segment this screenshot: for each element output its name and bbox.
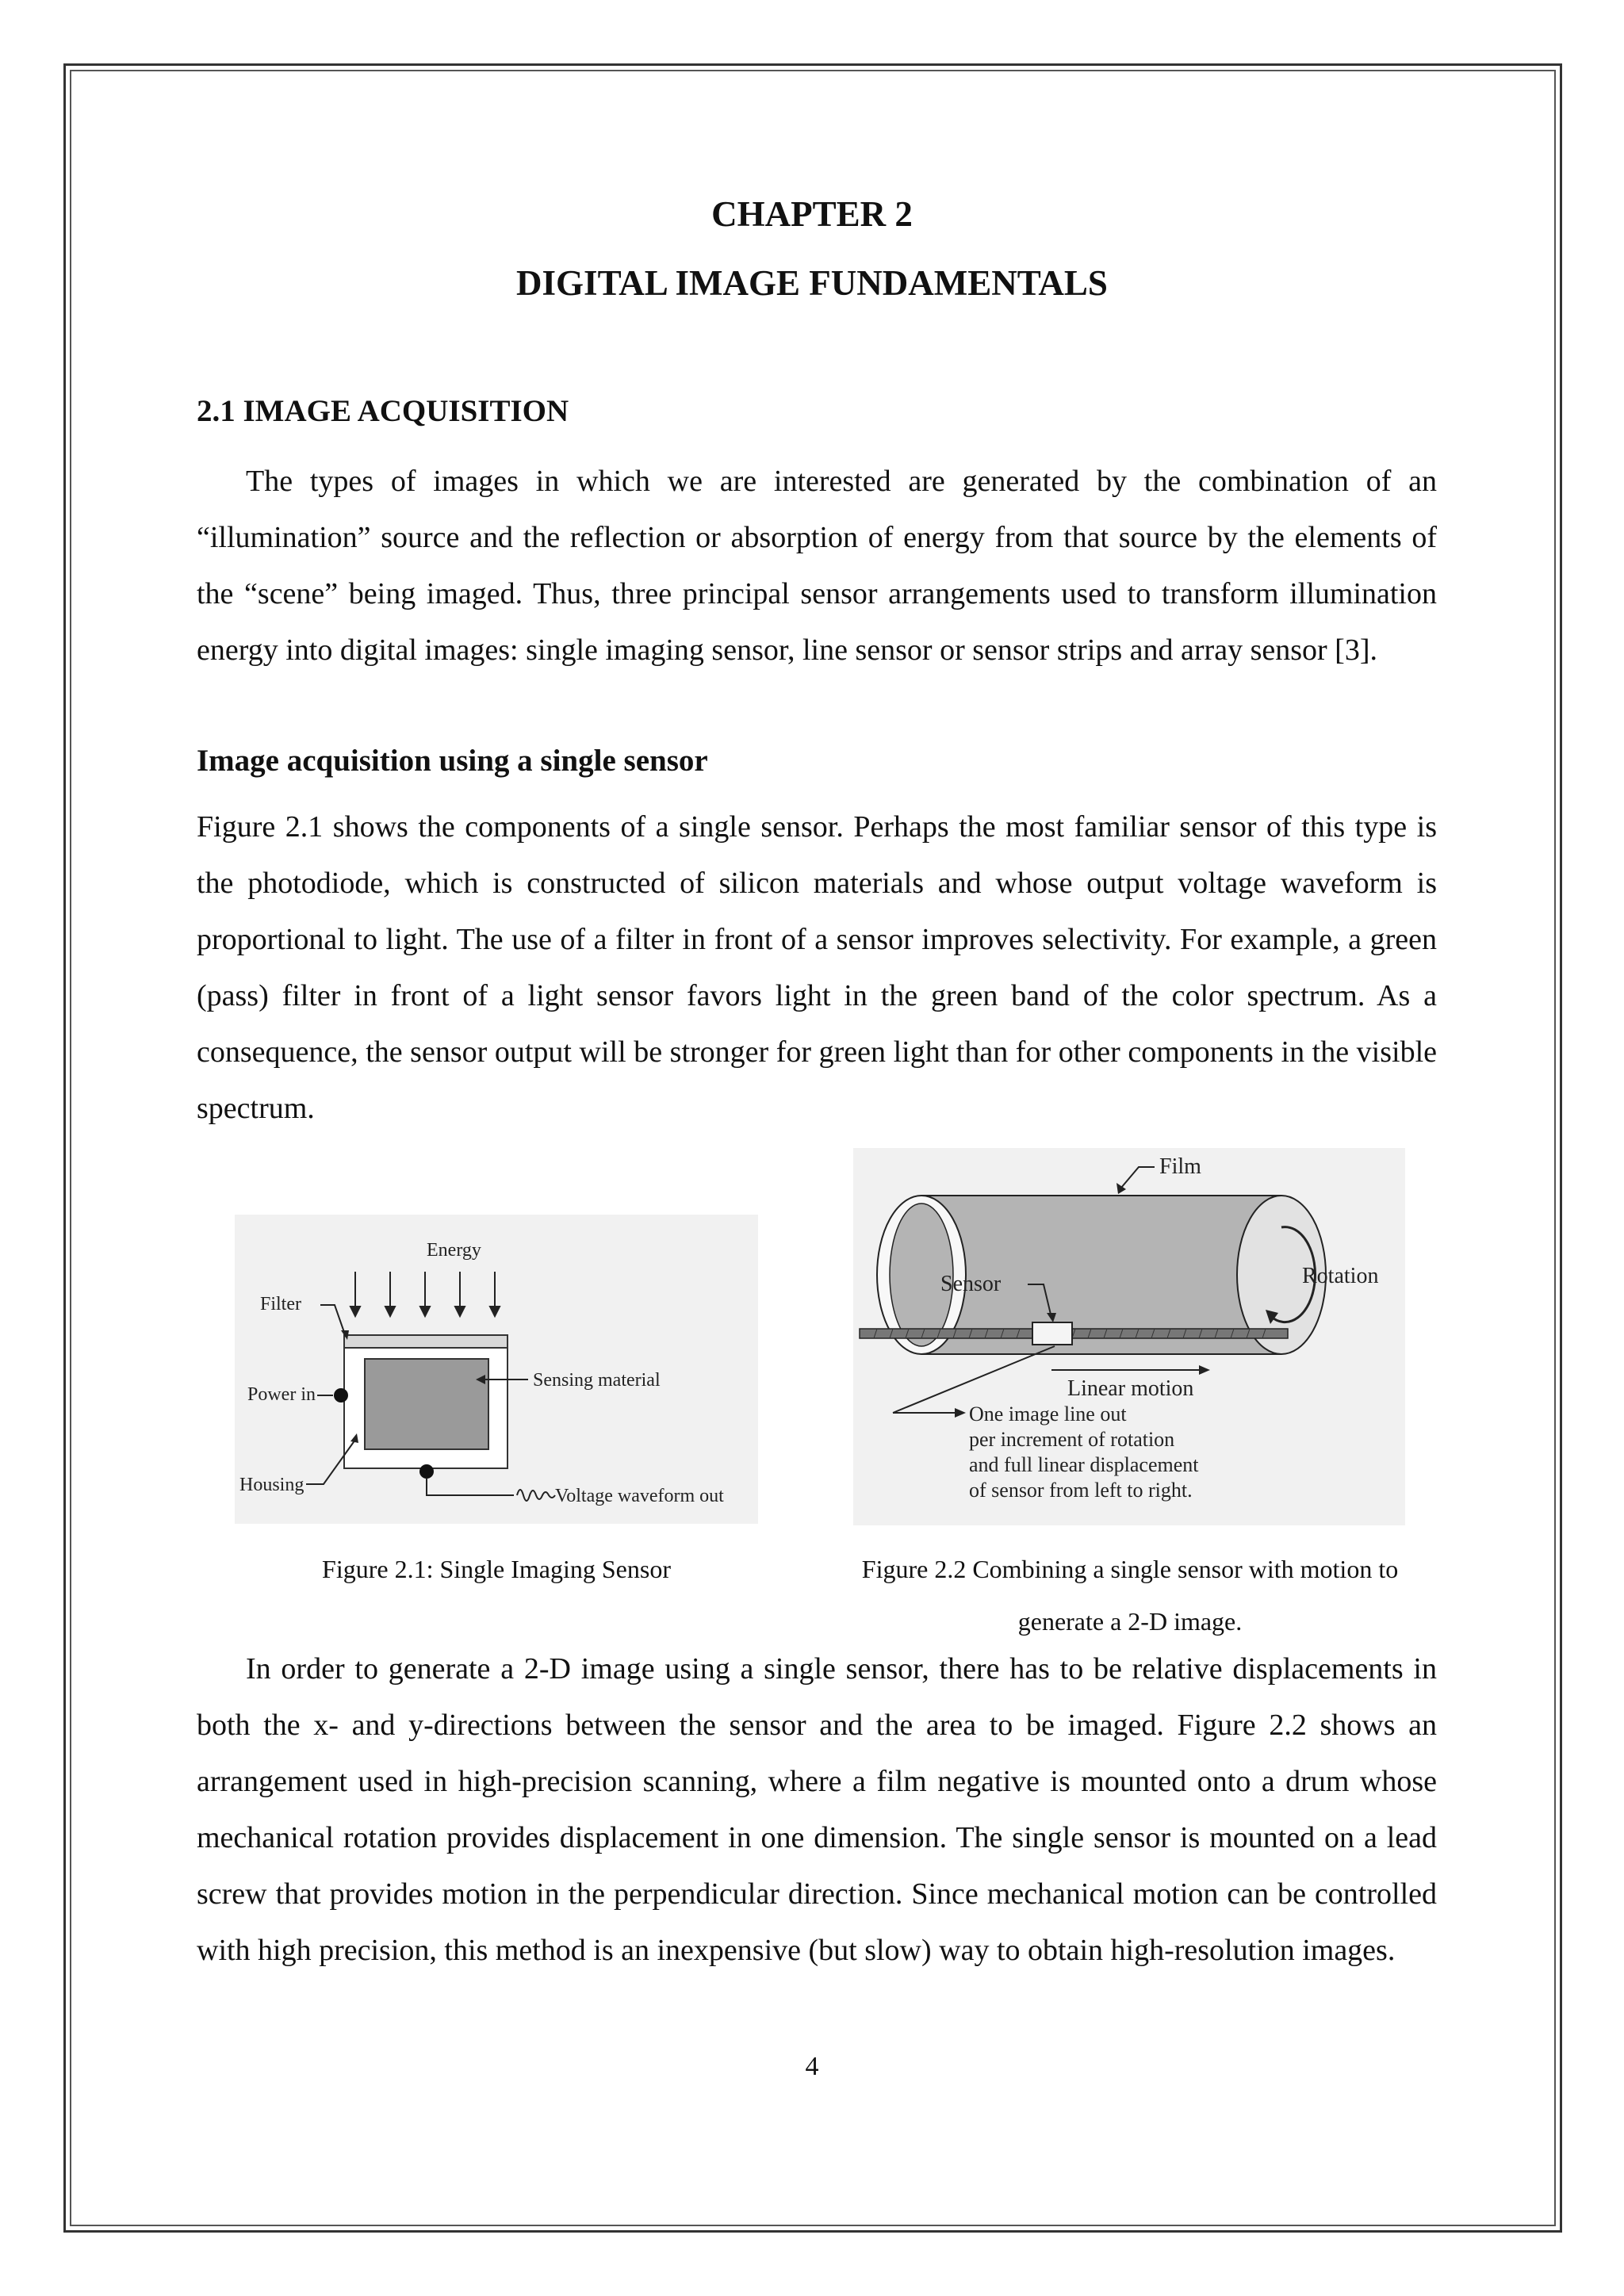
figure2-caption-line1: Figure 2.2 Combining a single sensor with motion to	[861, 1555, 1399, 1583]
section-heading: 2.1 IMAGE ACQUISITION	[197, 394, 569, 428]
linear-motion-label: Linear motion	[1067, 1376, 1194, 1401]
image-line-note-3: and full linear displacement	[969, 1453, 1199, 1476]
power-in-terminal	[334, 1388, 348, 1402]
energy-label: Energy	[427, 1240, 481, 1261]
subsection-heading: Image acquisition using a single sensor	[197, 744, 708, 778]
sensing-material-block	[365, 1359, 488, 1449]
voltage-out-terminal	[419, 1464, 434, 1479]
voltage-out-label: Voltage waveform out	[555, 1486, 724, 1506]
page-number: 4	[805, 2052, 819, 2081]
figure1-caption: Figure 2.1: Single Imaging Sensor	[322, 1555, 671, 1583]
figure-drum-scanner	[853, 1148, 1405, 1525]
figure-single-sensor	[235, 1215, 758, 1524]
chapter-title: DIGITAL IMAGE FUNDAMENTALS	[516, 263, 1108, 303]
filter-layer	[344, 1335, 508, 1348]
rotation-label: Rotation	[1302, 1264, 1379, 1288]
sensor-paragraph: Figure 2.1 shows the components of a single sensor. Perhaps the most familiar sensor of this type is the photodiode, which is constructed of silicon materials and whose output voltage waveform is proportional to light. The use of a filter in front of a sensor improves selectivity. For example, a green (pass) filter in front of a light sensor favors light in the green band of the color spectrum. As a consequence, the sensor output will be stronger for green light than for other components in the visible spectrum.	[197, 810, 1437, 1125]
figure2-caption-line2: generate a 2-D image.	[1017, 1607, 1243, 1636]
housing-label: Housing	[239, 1475, 304, 1495]
intro-paragraph: The types of images in which we are interested are generated by the combination of an “illumination” source and the reflection or absorption of energy from that source by the elements of the “scene” being imaged. Thus, three principal sensor arrangements used to transform illumination energy into digital images: single imaging sensor, line sensor or sensor strips and array sensor [3].	[197, 465, 1437, 667]
scanning-paragraph: In order to generate a 2-D image using a single sensor, there has to be relative displacements in both the x- and y-directions between the sensor and the area to be imaged. Figure 2.2 shows an arrangement used in high-precision scanning, where a film negative is mounted onto a drum whose mechanical rotation provides displacement in one dimension. The single sensor is mounted on a lead screw that provides motion in the perpendicular direction. Since mechanical motion can be controlled with high precision, this method is an inexpensive (but slow) way to obtain high-resolution images.	[197, 1652, 1437, 1967]
image-line-note-2: per increment of rotation	[969, 1428, 1175, 1451]
sensing-material-label: Sensing material	[533, 1370, 661, 1391]
film-label: Film	[1159, 1154, 1201, 1179]
sensor-label: Sensor	[940, 1272, 1002, 1296]
image-line-note-1: One image line out	[969, 1402, 1127, 1425]
filter-label: Filter	[260, 1294, 301, 1314]
sensor-block	[1032, 1322, 1072, 1345]
image-line-note-4: of sensor from left to right.	[969, 1479, 1193, 1502]
chapter-number: CHAPTER 2	[711, 194, 913, 234]
power-in-label: Power in	[247, 1384, 316, 1405]
